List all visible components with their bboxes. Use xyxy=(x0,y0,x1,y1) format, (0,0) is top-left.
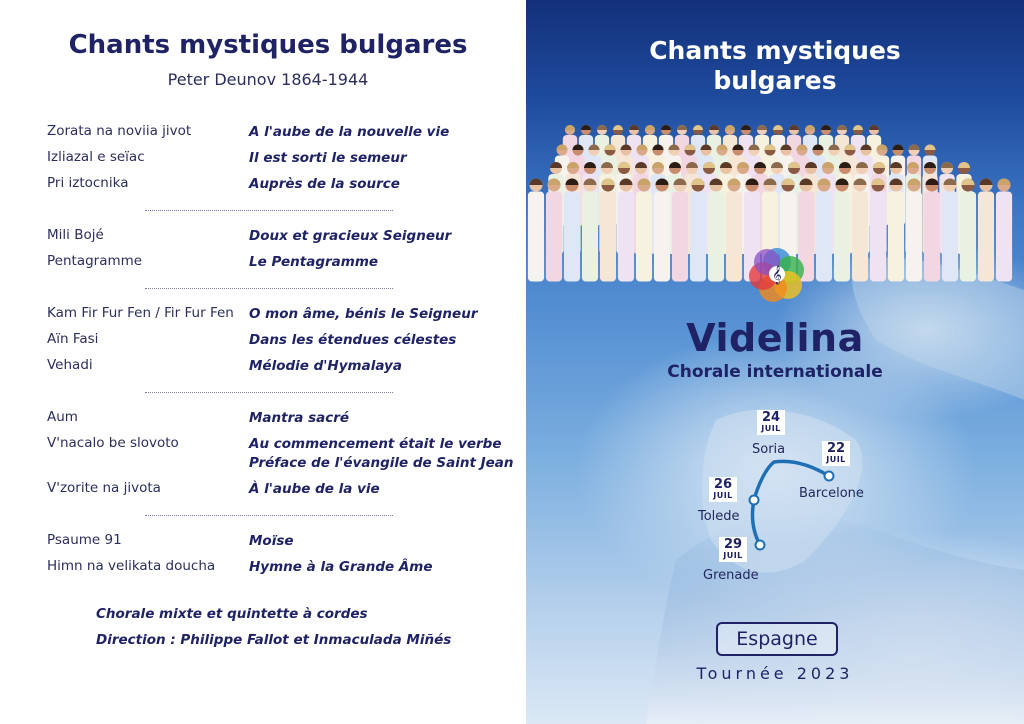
program-row xyxy=(47,326,517,352)
song-original-title: Aum xyxy=(47,409,78,425)
song-original-title: V'zorite na jivota xyxy=(47,480,161,496)
song-translation: Hymne à la Grande Âme xyxy=(249,559,433,575)
date-day: 22 xyxy=(826,441,846,456)
direction-credit: Direction : Philippe Fallot et Inmaculada Miñés xyxy=(96,632,452,648)
song-original-title: Kam Fir Fur Fen / Fir Fur Fen xyxy=(47,305,234,321)
cover-title-line1: Chants mystiques xyxy=(649,36,901,65)
song-original-title: Vehadi xyxy=(47,357,93,373)
route-dot-barcelone xyxy=(825,472,834,481)
program-row xyxy=(47,170,517,196)
song-translation: Dans les étendues célestes xyxy=(249,332,457,348)
dotted-divider xyxy=(47,274,517,300)
song-translation: Le Pentagramme xyxy=(249,254,379,270)
song-original-title: V'nacalo be slovoto xyxy=(47,435,179,451)
date-badge xyxy=(757,410,785,435)
date-month: JUIL xyxy=(713,491,733,500)
song-original-title: Aïn Fasi xyxy=(47,331,99,347)
program-row xyxy=(47,144,517,170)
city-label: Soria xyxy=(752,442,786,457)
song-translation: A l'aube de la nouvelle vie xyxy=(249,124,450,140)
route-dot-grenade xyxy=(756,541,765,550)
ensemble-credit: Chorale mixte et quintette à cordes xyxy=(96,606,368,622)
song-translation-line2: Préface de l'évangile de Saint Jean xyxy=(249,455,514,471)
program-list xyxy=(47,118,517,579)
program-row xyxy=(47,475,517,501)
song-translation: Mantra sacré xyxy=(249,410,350,426)
date-day: 29 xyxy=(723,537,743,552)
city-label: Tolede xyxy=(698,509,740,524)
country-badge: Espagne xyxy=(716,622,838,656)
date-month: JUIL xyxy=(826,455,846,464)
program-row xyxy=(47,404,517,430)
city-label: Grenade xyxy=(703,568,759,583)
program-row xyxy=(47,222,517,248)
song-translation: O mon âme, bénis le Seigneur xyxy=(249,306,478,322)
brand-name: Videlina xyxy=(686,316,864,360)
dotted-divider xyxy=(47,378,517,404)
city-label: Barcelone xyxy=(799,486,864,501)
song-translation: Moïse xyxy=(249,533,294,549)
program-row xyxy=(47,553,517,579)
song-translation: Doux et gracieux Seigneur xyxy=(249,228,452,244)
date-day: 26 xyxy=(713,477,733,492)
dotted-divider xyxy=(47,501,517,527)
program-row xyxy=(47,248,517,274)
tour-year: Tournée 2023 xyxy=(696,664,854,683)
song-original-title: Himn na velikata doucha xyxy=(47,558,216,574)
program-title: Chants mystiques bulgares xyxy=(68,30,468,60)
song-original-title: Zorata na noviia jivot xyxy=(47,123,192,139)
date-day: 24 xyxy=(761,410,781,425)
song-original-title: Mili Bojé xyxy=(47,227,104,243)
song-translation: Mélodie d'Hymalaya xyxy=(249,358,402,374)
credits xyxy=(96,604,451,656)
program-row xyxy=(47,352,517,378)
tour-route xyxy=(526,0,1024,724)
brand-subtitle: Chorale internationale xyxy=(667,362,883,382)
date-month: JUIL xyxy=(761,424,781,433)
svg-text:𝄞: 𝄞 xyxy=(772,265,782,284)
song-translation: Auprès de la source xyxy=(249,176,400,192)
song-translation: Il est sorti le semeur xyxy=(249,150,407,166)
song-original-title: Pri iztocnika xyxy=(47,175,129,191)
song-translation-line1: Au commencement était le verbe xyxy=(249,436,502,452)
song-translation xyxy=(249,435,514,473)
song-original-title: Pentagramme xyxy=(47,253,143,269)
program-row xyxy=(47,300,517,326)
composer-line: Peter Deunov 1864-1944 xyxy=(167,70,369,89)
date-badge xyxy=(709,477,737,502)
song-original-title: Izliazal e seïac xyxy=(47,149,145,165)
date-badge xyxy=(719,537,747,562)
program-row xyxy=(47,118,517,144)
cover-page xyxy=(526,0,1024,724)
date-badge xyxy=(822,441,850,466)
song-original-title: Psaume 91 xyxy=(47,532,122,548)
dotted-divider xyxy=(47,196,517,222)
cover-title-line2: bulgares xyxy=(713,66,837,95)
date-month: JUIL xyxy=(723,551,743,560)
program-row xyxy=(47,527,517,553)
song-translation: À l'aube de la vie xyxy=(249,481,380,497)
program-row xyxy=(47,430,517,475)
route-dot-tolede xyxy=(750,496,759,505)
